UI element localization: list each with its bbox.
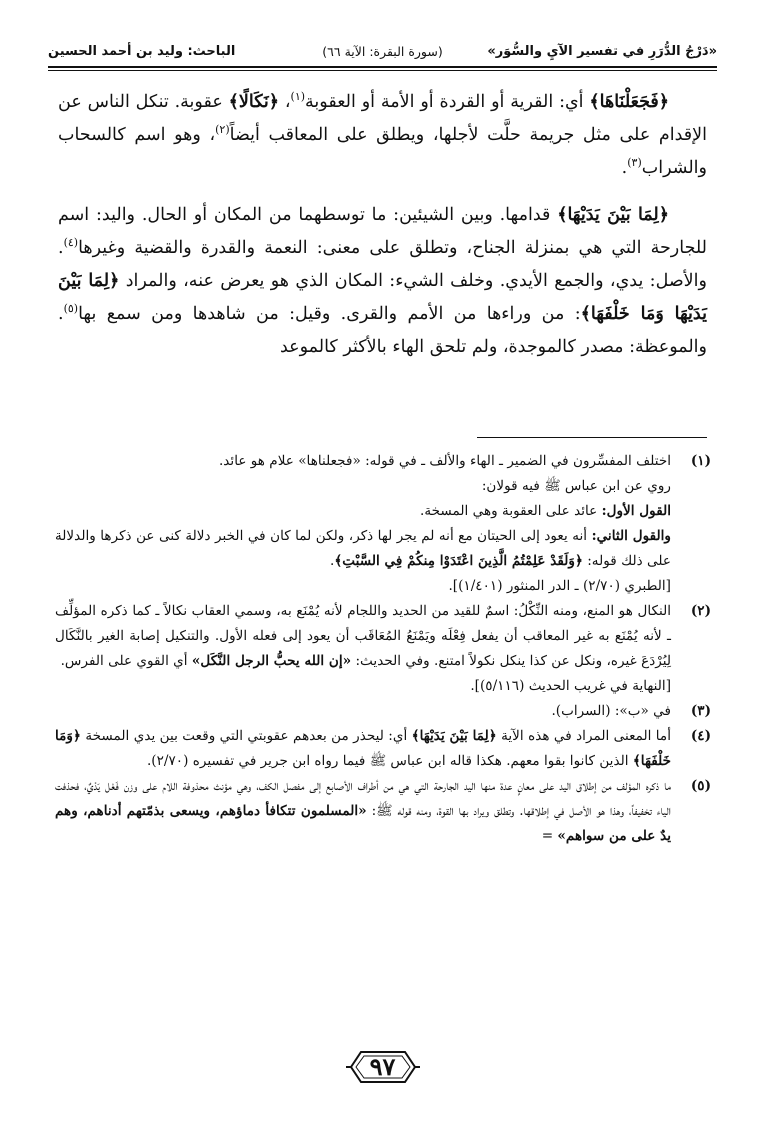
footnote-line: اختلف المفسِّرون في الضمير ـ الهاء والألف ـ في قوله: «فجعلناها» علام هو عائد.: [218, 453, 671, 469]
book-title: «دَرْجُ الدُّرَرِ في تفسير الآيِ والسُّوَر»: [487, 44, 717, 59]
text-run: . والأصل: يدي، والجمع الأيدي. وخلف الشيء: المكان الذي هو يعرض عنه، والمراد: [58, 238, 707, 291]
header-rule: [48, 66, 717, 68]
footnote-line: روي عن ابن عباس ﷺ فيه قولان:: [481, 478, 671, 494]
paragraph: [58, 86, 707, 185]
quran-quote: ﴿لِمَا بَيْنَ يَدَيْهَا﴾: [411, 728, 497, 744]
text-run: أي القوي على الفرس.: [60, 653, 192, 669]
footnote-line: [55, 599, 671, 674]
footnote: [55, 449, 711, 599]
text-run: . والموعظة: مصدر كالموجدة، ولم تلحق الهاء بالأكثر كالموعد: [58, 304, 707, 357]
footnote-line: [55, 724, 671, 774]
footnote-source: [النهاية في غريب الحديث (٥/١١٦)].: [470, 678, 671, 694]
text-run: : من وراءها من الأمم والقرى. وقيل: من شاهدها ومن سمع بها: [78, 304, 581, 324]
text-run: النكال هو المنع، ومنه النِّكْلُ: اسمٌ للقيد من الحديد واللجام لأنه يُمْنَع به، وسمي العقاب نكالاً ـ كما ذكره المؤلِّف ـ لأنه يُمْنَع به غير المعاقب أن يفعل فِعْلَه ويَمْنَعُ المُعَاقَب أن يعود إلى فعله الأول. والتنكيل إصابة الغير بالنَّكَال لِيُرْدَعَ غيره، ونكل عن كذا ينكل نكولاً امتنع. وفي الحديث:: [55, 603, 671, 669]
footnote: [55, 774, 711, 849]
text-run: أي: القرية أو القردة أو الأمة أو العقوبة: [305, 92, 590, 112]
hadith-quote: «المسلمون تتكافأ دماؤهم، ويسعى بذمّتهم أدناهم، وهم يدٌ على من سواهم»: [55, 803, 671, 844]
text-run: الذين كانوا بقوا معهم. هكذا قاله ابن عباس ﷺ فيما رواه ابن جرير في تفسيره (٢/٧٠).: [146, 753, 633, 769]
quran-quote: ﴿وَلَقَدْ عَلِمْتُمُ الَّذِينَ اعْتَدَوْا مِنكُمْ فِي السَّبْتِ﴾: [334, 553, 583, 569]
footnote: [55, 699, 711, 724]
text-run: أنه يعود إلى الحيتان مع أنه لم يجر لها ذكر، ولكن لما كان في الخبر دلالة كنى عن ذكرها والدلالة على ذلك قوله:: [55, 528, 671, 569]
hadith-quote: «إن الله يحبُّ الرجل النَّكَل»: [191, 653, 352, 669]
header-rule-thin: [48, 70, 717, 71]
footnote-number: (٣): [690, 703, 711, 719]
bold-label: والقول الثاني:: [591, 528, 671, 544]
main-text: [58, 86, 707, 378]
footnote-number: (٥): [690, 778, 711, 794]
researcher-name: الباحث: وليد بن أحمد الحسين: [48, 44, 236, 59]
text-run: .: [330, 553, 335, 569]
footnote-separator: [477, 437, 707, 438]
quran-quote: ﴿لِمَا بَيْنَ يَدَيْهَا وَمَا خَلْفَهَا﴾: [58, 271, 707, 324]
text-run: قدامها. وبين الشيئين: ما توسطهما من المكان أو الحال. واليد: اسم للجارحة التي هي بمنزلة الجناح، وتطلق على معنى: النعمة والقدرة والقضية وغيرها: [58, 205, 707, 258]
footnote-ref[interactable]: (٥): [63, 302, 79, 316]
quran-quote: ﴿وَمَا خَلْفَهَا﴾: [55, 728, 671, 769]
text-run: أي: ليحذر من بعدهم عقوبتي التي وقعت بين يدي المسخة: [80, 728, 412, 744]
quran-quote: ﴿لِمَا بَيْنَ يَدَيْهَا﴾: [557, 205, 669, 225]
quran-quote: ﴿نَكَالًا﴾: [228, 92, 279, 112]
text-run: .: [621, 158, 628, 178]
paragraph: [58, 199, 707, 364]
text-run: ،: [279, 92, 291, 112]
bold-label: القول الأول:: [601, 503, 671, 519]
text-run: عقوبة. تنكل الناس عن الإقدام على مثل جريمة حلَّت لأجلها، ويطلق على المعاقب أيضاً: [58, 92, 707, 145]
footnote-ref[interactable]: (١): [290, 90, 306, 104]
quran-quote: ﴿فَجَعَلْنَاهَا﴾: [589, 92, 669, 112]
footnote-number: (٢): [690, 603, 711, 619]
footnotes: [55, 449, 711, 849]
text-run: عائد على العقوبة وهي المسخة.: [420, 503, 602, 519]
footnote-source: [الطبري (٢/٧٠) ـ الدر المنثور (١/٤٠١)].: [448, 578, 671, 594]
footnote-number: (٤): [690, 728, 711, 744]
footnote-ref[interactable]: (٢): [215, 123, 230, 137]
footnote-ref[interactable]: (٣): [627, 156, 642, 170]
footnote-line: [55, 499, 671, 524]
page-number-ornament: [345, 1046, 421, 1088]
text-run: أما المعنى المراد في هذه الآية: [496, 728, 671, 744]
text-run: ، وهو اسم كالسحاب والشراب: [58, 125, 707, 178]
page-number: ٩٧: [369, 1052, 396, 1081]
footnote-number: (١): [690, 453, 711, 469]
footnote-line: [55, 774, 671, 849]
footnote-line: في «ب»: (السراب).: [551, 703, 671, 719]
footnote-ref[interactable]: (٤): [63, 236, 79, 250]
footnote: [55, 724, 711, 774]
page-header: [48, 32, 717, 72]
text-run: =: [541, 828, 558, 844]
footnote-line: [55, 524, 671, 574]
surah-reference: (سورة البقرة: الآية ٦٦): [322, 44, 443, 59]
text-run: ما ذكره المؤلف من إطلاق اليد على معانٍ عدة منها اليد الجارحة التي هي من أطراف الأصابع إلى مفصل الكف، وهي مؤنث محذوفة اللام على وزن فَعْل يَدْيٌ، فحذفت الياء تخفيفاً، وهذا هو الأصل في إطلاقها. وتطلق ويراد بها القوة، ومنه قوله ﷺ:: [55, 778, 671, 819]
footnote: [55, 599, 711, 699]
